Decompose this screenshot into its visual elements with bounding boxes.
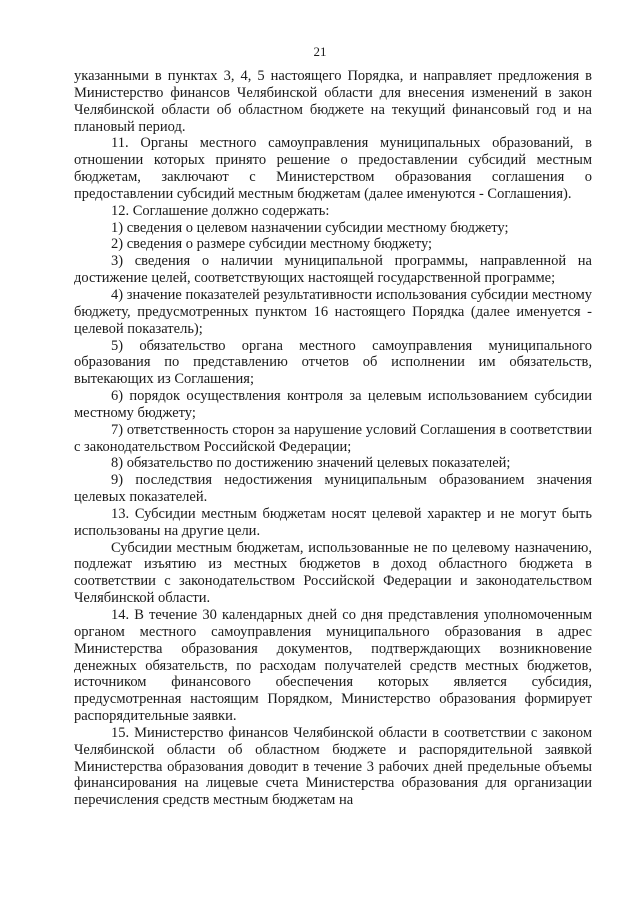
list-item-4: 4) значение показателей результативности использования субсидии местному бюджету, предусмотренных пунктом 16 настоящего Порядка (далее именуется - целевой показатель); [74, 286, 592, 337]
paragraph-item-12: 12. Соглашение должно содержать: [111, 202, 330, 219]
list-item-2: 2) сведения о размере субсидии местному бюджету; [111, 236, 433, 253]
list-item-3: 3) сведения о наличии муниципальной программы, направленной на достижение целей, соответствующих настоящей государственной программе; [74, 253, 592, 287]
paragraph-continuation: указанными в пунктах 3, 4, 5 настоящего Порядка, и направляет предложения в Министерство финансов Челябинской области для внесения изменений в закон Челябинской области об областном бюджете на текущий финансовый год и на плановый период. [74, 68, 592, 135]
list-item-9: 9) последствия недостижения муниципальным образованием значения целевых показателей. [74, 472, 592, 506]
document-body [74, 68, 592, 809]
paragraph-subsidy-misuse: Субсидии местным бюджетам, использованные не по целевому назначению, подлежат изъятию из местных бюджетов в доход областного бюджета в соответствии с законодательством Российской Федерации и законодательством Челябинской области. [74, 539, 592, 607]
list-item-8: 8) обязательство по достижению значений целевых показателей; [111, 455, 511, 472]
list-item-6: 6) порядок осуществления контроля за целевым использованием субсидии местному бюджету; [74, 388, 592, 421]
list-item-5: 5) обязательство органа местного самоуправления муниципального образования по представлению отчетов об исполнении им обязательств, вытекающих из Соглашения; [74, 337, 592, 388]
paragraph-item-15: 15. Министерство финансов Челябинской области в соответствии с законом Челябинской области об областном бюджете и распорядительной заявкой Министерства образования доводит в течение 3 рабочих дней предельные объемы финансирования на лицевые счета Министерства образования для организации перечисления средств местным бюджетам на [74, 724, 592, 809]
page-number: 21 [313, 44, 327, 59]
paragraph-item-13: 13. Субсидии местным бюджетам носят целевой характер и не могут быть использованы на другие цели. [74, 505, 592, 539]
paragraph-item-14: 14. В течение 30 календарных дней со дня представления уполномоченным органом местного самоуправления муниципального образования в адрес Министерства образования документов, подтверждающих возникновение денежных обязательств, по расходам получателей средств местных бюджетов, источником финансового обеспечения которых является субсидия, предусмотренная настоящим Порядком, Министерство образования формирует распорядительные заявки. [74, 607, 592, 725]
list-item-1: 1) сведения о целевом назначении субсидии местному бюджету; [111, 219, 509, 236]
list-item-7: 7) ответственность сторон за нарушение условий Соглашения в соответствии с законодательством Российской Федерации; [74, 421, 592, 455]
paragraph-item-11: 11. Органы местного самоуправления муниципальных образований, в отношении которых принято решение о предоставлении субсидий местным бюджетам, заключают с Министерством образования соглашения о предоставлении субсидий местным бюджетам (далее именуются - Соглашения). [74, 135, 592, 202]
